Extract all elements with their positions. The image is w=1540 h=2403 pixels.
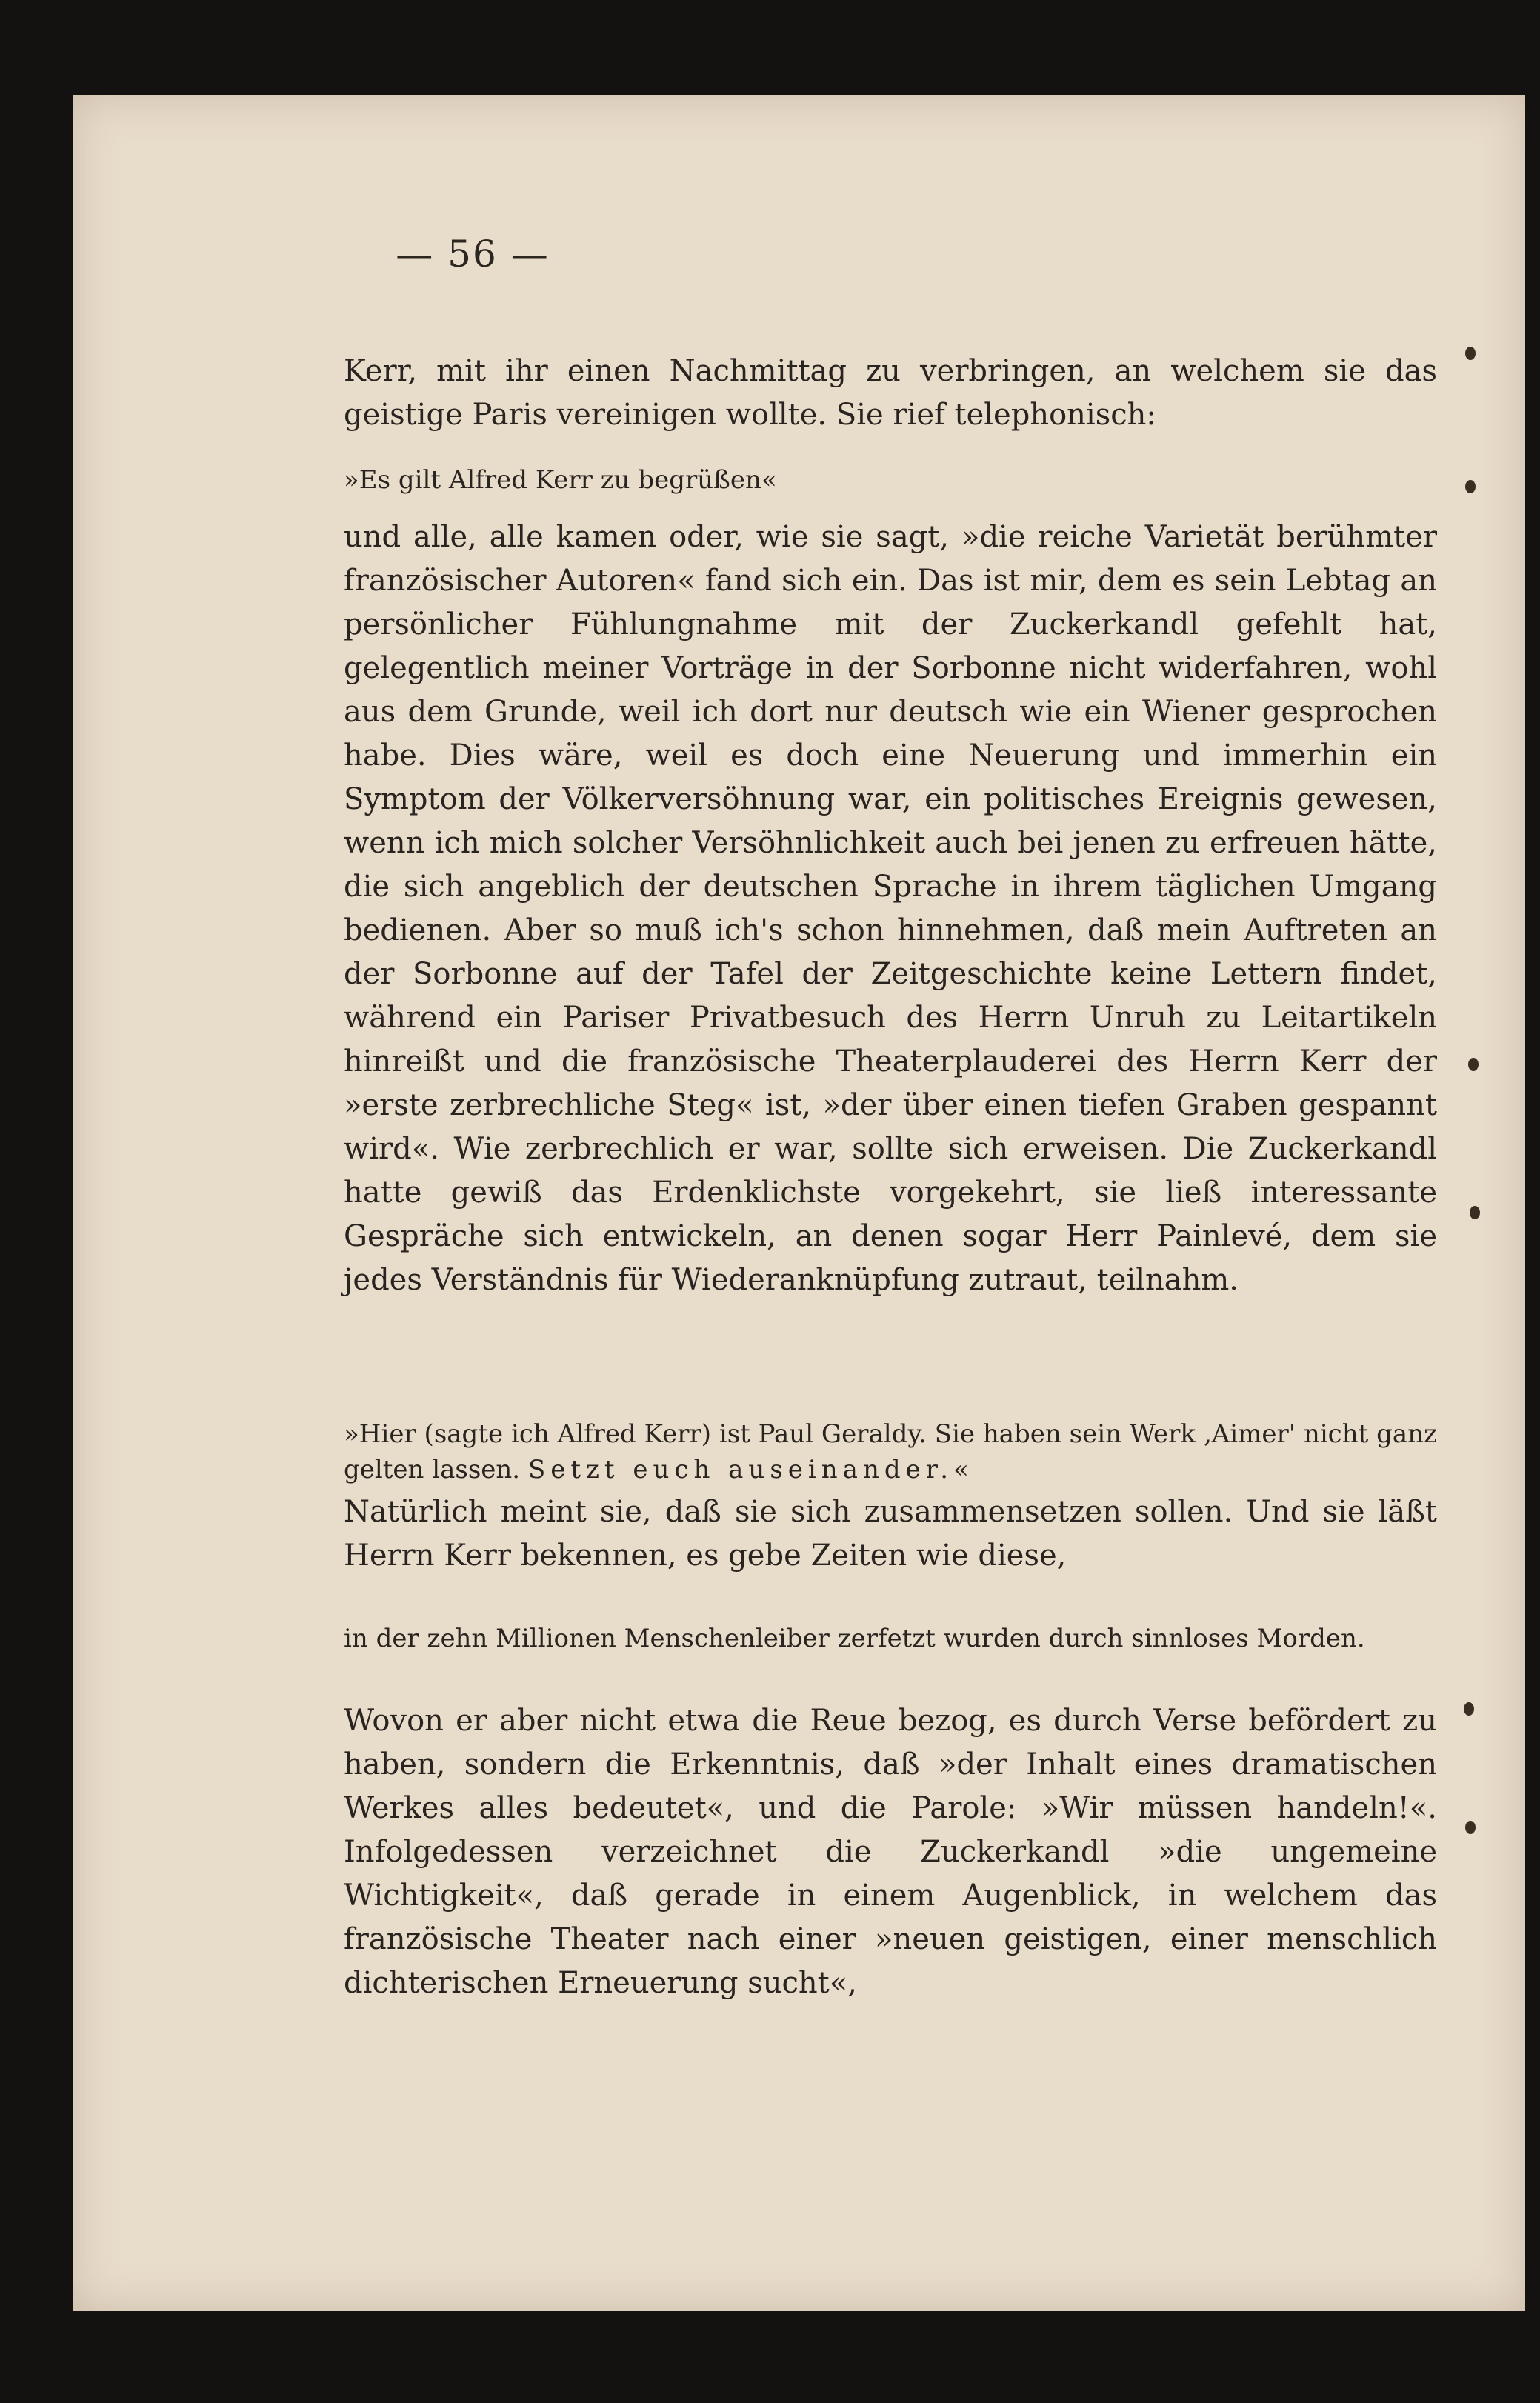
book-page — [73, 95, 1525, 2311]
margin-speck — [1468, 1058, 1479, 1071]
margin-speck — [1465, 480, 1476, 493]
quote-2 — [344, 1416, 1437, 1487]
quote-3: in der zehn Millionen Menschenleiber zerfetzt wurden durch sinnloses Morden. — [344, 1624, 1365, 1653]
margin-speck — [1470, 1206, 1480, 1219]
margin-speck — [1464, 1702, 1474, 1716]
margin-speck — [1465, 1821, 1476, 1834]
paragraph-3: Natürlich meint sie, daß sie sich zusammensetzen sollen. Und sie läßt Herrn Kerr bekennen, es gebe Zeiten wie diese, — [344, 1495, 1437, 1573]
page-number: — 56 — — [396, 233, 550, 276]
quote-2-main: »Hier (sagte ich Alfred Kerr) ist Paul Geraldy. Sie haben sein Werk ‚Aimer' nicht ganz gelten lassen. — [344, 1419, 1437, 1484]
margin-speck — [1465, 347, 1476, 360]
quote-1: »Es gilt Alfred Kerr zu begrüßen« — [344, 465, 777, 495]
paragraph-2: und alle, alle kamen oder, wie sie sagt, »die reiche Varietät berühmter französischer Autoren« fand sich ein. Das ist mir, dem es sein Lebtag an persönlicher Fühlungnahme mit der Zuckerkandl gefehlt hat, gelegentlich meiner Vorträge in der Sorbonne nicht widerfahren, wohl aus dem Grunde, weil ich dort nur deutsch wie ein Wiener gesprochen habe. Dies wäre, weil es doch eine Neuerung und immerhin ein Symptom der Völkerversöhnung war, ein politisches Ereignis gewesen, wenn ich mich solcher Versöhnlichkeit auch bei jenen zu erfreuen hätte, die sich angeblich der deutschen Sprache in ihrem täglichen Umgang bedienen. Aber so muß ich's schon hinnehmen, daß mein Auftreten an der Sorbonne auf der Tafel der Zeitgeschichte keine Lettern findet, während ein Pariser Privatbesuch des Herrn Unruh zu Leitartikeln hinreißt und die französische Theaterplauderei des Herrn Kerr der »erste zerbrechliche Steg« ist, »der über einen tiefen Graben gespannt wird«. Wie zerbrechlich er war, sollte sich erweisen. Die Zuckerkandl hatte gewiß das Erdenklichste vorgekehrt, sie ließ interessante Gespräche sich entwickeln, an denen sogar Herr Painlevé, dem sie jedes Verständnis für Wiederanknüpfung zutraut, teilnahm. — [344, 520, 1437, 1297]
paragraph-1: Kerr, mit ihr einen Nachmittag zu verbringen, an welchem sie das geistige Paris vereinigen wollte. Sie rief telephonisch: — [344, 354, 1437, 432]
paragraph-4: Wovon er aber nicht etwa die Reue bezog, es durch Verse befördert zu haben, sondern die Erkenntnis, daß »der Inhalt eines dramatischen Werkes alles bedeutet«, und die Parole: »Wir müssen handeln!«. Infolgedessen verzeichnet die Zuckerkandl »die ungemeine Wichtigkeit«, daß gerade in einem Augenblick, in welchem das französische Theater nach einer »neuen geistigen, einer menschlich dichterischen Erneuerung sucht«, — [344, 1704, 1437, 2000]
quote-2-spaced: Setzt euch auseinander.« — [527, 1455, 974, 1484]
